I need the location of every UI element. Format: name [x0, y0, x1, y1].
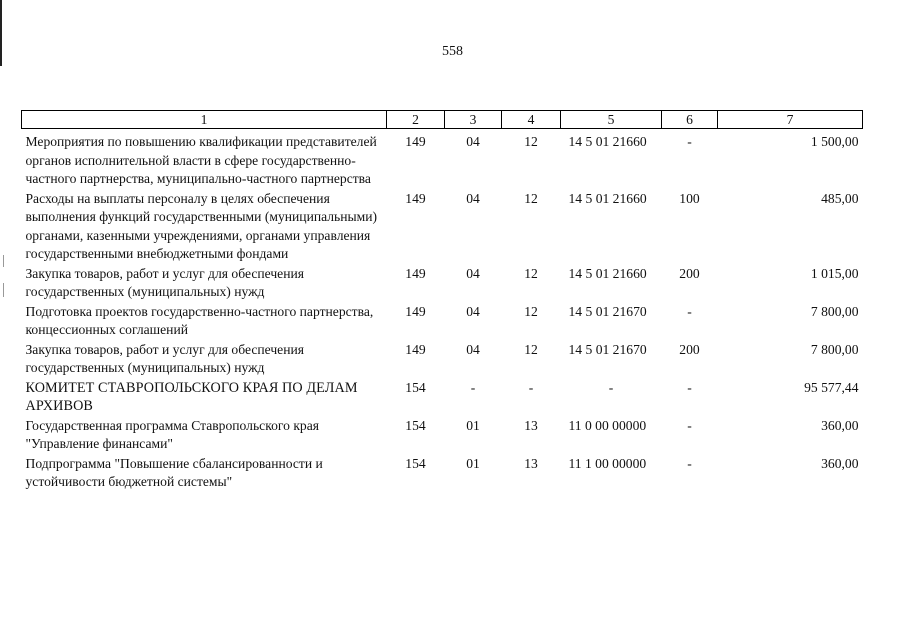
row-code-col6: 100 — [679, 190, 700, 206]
table-row — [22, 379, 863, 417]
row-code-col5: 11 0 00 00000 — [568, 417, 647, 433]
row-code-col4: - — [528, 379, 534, 395]
row-code-col6: - — [687, 134, 692, 149]
row-code-col4: 12 — [524, 265, 538, 281]
row-code-col2: 149 — [405, 265, 426, 281]
row-code-col6: - — [687, 417, 692, 433]
row-code-col2: 149 — [405, 190, 426, 206]
row-name: Мероприятия по повышению квалификации представителей органов исполнительной власти в сфере государственно-частного партнерства, муниципально-частного партнерства — [25, 134, 377, 186]
row-code-col4: 13 — [524, 417, 538, 433]
row-code-col2: 149 — [405, 134, 426, 149]
row-code-col2: 154 — [405, 379, 426, 395]
row-code-col3: 04 — [466, 303, 480, 319]
row-code-col3: - — [470, 379, 476, 395]
row-amount: 1 500,00 — [810, 134, 859, 149]
row-code-col6: 200 — [679, 265, 700, 281]
row-code-col4: 12 — [524, 190, 538, 206]
row-code-col4: 12 — [524, 303, 538, 319]
header-col-3: 3 — [445, 111, 502, 129]
row-code-col3: 04 — [466, 190, 480, 206]
row-name: Государственная программа Ставропольского края "Управление финансами" — [25, 417, 320, 451]
row-code-col3: 01 — [466, 417, 480, 433]
table-row — [22, 341, 863, 379]
row-amount: 360,00 — [821, 417, 859, 433]
margin-mark — [3, 255, 4, 267]
row-code-col2: 154 — [405, 455, 426, 471]
row-code-col5: - — [608, 379, 614, 395]
table-row — [22, 455, 863, 493]
header-col-7: 7 — [718, 111, 863, 129]
header-col-4: 4 — [502, 111, 561, 129]
row-code-col2: 149 — [405, 341, 426, 357]
row-amount: 95 577,44 — [804, 379, 859, 395]
row-name: Расходы на выплаты персоналу в целях обеспечения выполнения функций государственными (муниципальными) органами, казенными учреждениями, органами управления государственными внебюджетными фондами — [25, 190, 378, 261]
row-code-col4: 12 — [524, 134, 538, 149]
row-name: КОМИТЕТ СТАВРОПОЛЬСКОГО КРАЯ ПО ДЕЛАМ АРХИВОВ — [25, 379, 358, 414]
row-code-col5: 14 5 01 21660 — [568, 265, 647, 281]
row-code-col5: 14 5 01 21660 — [568, 134, 647, 149]
row-code-col3: 04 — [466, 341, 480, 357]
row-amount: 485,00 — [821, 190, 859, 206]
page-number: 558 — [442, 44, 463, 59]
row-amount: 1 015,00 — [810, 265, 859, 281]
table-row — [22, 129, 863, 190]
row-code-col3: 04 — [466, 265, 480, 281]
budget-table — [21, 110, 863, 493]
row-code-col6: - — [687, 455, 692, 471]
row-code-col2: 154 — [405, 417, 426, 433]
table-row — [22, 265, 863, 303]
row-code-col6: - — [687, 303, 692, 319]
row-code-col5: 11 1 00 00000 — [568, 455, 647, 471]
header-col-2: 2 — [387, 111, 445, 129]
margin-mark — [3, 283, 4, 297]
row-name: Закупка товаров, работ и услуг для обеспечения государственных (муниципальных) нужд — [25, 341, 304, 375]
row-name: Закупка товаров, работ и услуг для обеспечения государственных (муниципальных) нужд — [25, 265, 304, 299]
row-code-col3: 01 — [466, 455, 480, 471]
row-amount: 7 800,00 — [810, 303, 859, 319]
row-code-col4: 13 — [524, 455, 538, 471]
row-amount: 360,00 — [821, 455, 859, 471]
table-row — [22, 417, 863, 455]
table-row — [22, 190, 863, 265]
header-col-6: 6 — [662, 111, 718, 129]
header-col-1: 1 — [22, 111, 387, 129]
table-row — [22, 303, 863, 341]
row-code-col3: 04 — [466, 134, 480, 149]
row-code-col6: 200 — [679, 341, 700, 357]
row-amount: 7 800,00 — [810, 341, 859, 357]
row-code-col5: 14 5 01 21670 — [568, 303, 647, 319]
header-col-5: 5 — [561, 111, 662, 129]
row-name: Подготовка проектов государственно-частного партнерства, концессионных соглашений — [25, 303, 374, 337]
row-name: Подпрограмма "Повышение сбалансированности и устойчивости бюджетной системы" — [25, 455, 323, 489]
row-code-col2: 149 — [405, 303, 426, 319]
header-row — [22, 111, 863, 129]
row-code-col5: 14 5 01 21670 — [568, 341, 647, 357]
row-code-col6: - — [687, 379, 692, 395]
row-code-col4: 12 — [524, 341, 538, 357]
row-code-col5: 14 5 01 21660 — [568, 190, 647, 206]
